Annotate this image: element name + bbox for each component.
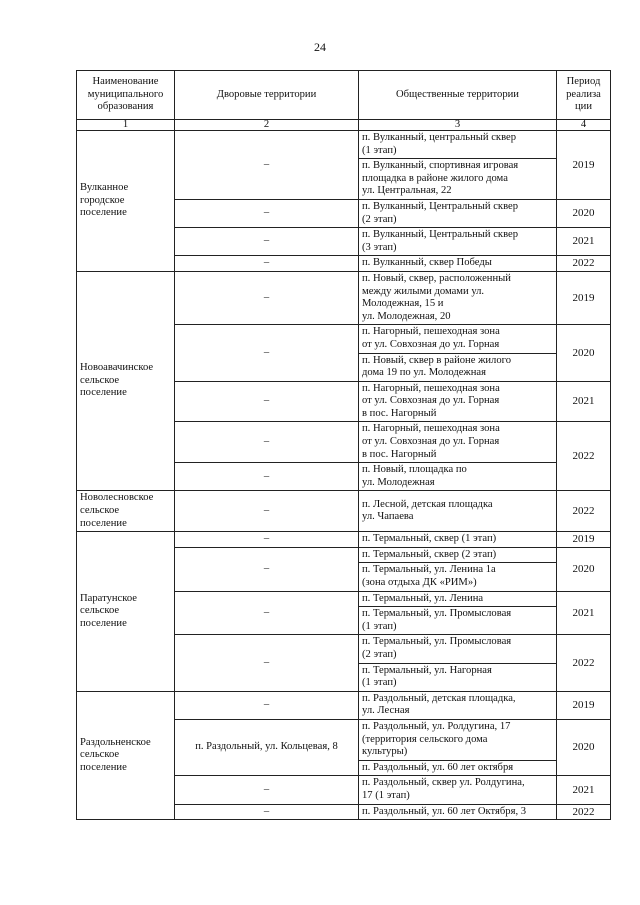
header-public-territories: Общественные территории [359, 71, 557, 120]
public-territory: п. Раздольный, ул. 60 лет октября [359, 760, 557, 776]
public-territory: п. Вулканный, сквер Победы [359, 256, 557, 272]
municipality-name: Новолесновское сельское поселение [77, 491, 175, 532]
yard-territory: – [175, 635, 359, 691]
implementation-year: 2022 [557, 256, 611, 272]
implementation-year: 2021 [557, 381, 611, 422]
implementation-year: 2020 [557, 199, 611, 227]
header-yard-territories: Дворовые территории [175, 71, 359, 120]
public-territory: п. Лесной, детская площадка ул. Чапаева [359, 491, 557, 532]
header-municipality: Наименование муниципального образования [77, 71, 175, 120]
public-territory: п. Раздольный, детская площадка, ул. Лесная [359, 691, 557, 719]
implementation-year: 2022 [557, 422, 611, 491]
public-territory: п. Термальный, ул. Ленина 1а (зона отдыха ДК «РИМ») [359, 563, 557, 591]
public-territory: п. Раздольный, ул. 60 лет Октября, 3 [359, 804, 557, 820]
header-period: Период реализа ции [557, 71, 611, 120]
public-territory: п. Вулканный, спортивная игровая площадка в районе жилого дома ул. Центральная, 22 [359, 159, 557, 200]
public-territory: п. Термальный, сквер (2 этап) [359, 547, 557, 563]
implementation-year: 2019 [557, 131, 611, 200]
territories-table [76, 70, 611, 820]
public-territory: п. Вулканный, Центральный сквер (2 этап) [359, 199, 557, 227]
implementation-year: 2022 [557, 635, 611, 691]
public-territory: п. Новый, площадка по ул. Молодежная [359, 463, 557, 491]
table-header-row [77, 71, 611, 120]
yard-territory: – [175, 271, 359, 324]
municipality-name: Вулканное городское поселение [77, 131, 175, 272]
implementation-year: 2021 [557, 228, 611, 256]
implementation-year: 2020 [557, 325, 611, 381]
yard-territory: – [175, 381, 359, 422]
column-number: 1 [77, 120, 175, 131]
implementation-year: 2022 [557, 804, 611, 820]
table-row [77, 491, 611, 532]
public-territory: п. Новый, сквер в районе жилого дома 19 по ул. Молодежная [359, 353, 557, 381]
column-number: 2 [175, 120, 359, 131]
yard-territory: – [175, 325, 359, 381]
yard-territory: – [175, 547, 359, 591]
public-territory: п. Термальный, ул. Нагорная (1 этап) [359, 663, 557, 691]
public-territory: п. Вулканный, Центральный сквер (3 этап) [359, 228, 557, 256]
implementation-year: 2020 [557, 719, 611, 775]
page-number: 24 [314, 40, 326, 54]
yard-territory: – [175, 199, 359, 227]
yard-territory: – [175, 804, 359, 820]
table-row [77, 532, 611, 548]
public-territory: п. Вулканный, центральный сквер (1 этап) [359, 131, 557, 159]
yard-territory: – [175, 776, 359, 804]
implementation-year: 2020 [557, 547, 611, 591]
public-territory: п. Нагорный, пешеходная зона от ул. Совхозная до ул. Горная в пос. Нагорный [359, 381, 557, 422]
table-row [77, 271, 611, 324]
public-territory: п. Термальный, сквер (1 этап) [359, 532, 557, 548]
yard-territory: – [175, 491, 359, 532]
public-territory: п. Раздольный, ул. Ролдугина, 17 (территория сельского дома культуры) [359, 719, 557, 760]
yard-territory: – [175, 131, 359, 200]
municipality-name: Раздольненское сельское поселение [77, 691, 175, 819]
table-row [77, 131, 611, 159]
implementation-year: 2021 [557, 591, 611, 635]
implementation-year: 2022 [557, 491, 611, 532]
column-number-row [77, 120, 611, 131]
yard-territory: – [175, 228, 359, 256]
yard-territory: п. Раздольный, ул. Кольцевая, 8 [175, 719, 359, 775]
yard-territory: – [175, 463, 359, 491]
yard-territory: – [175, 256, 359, 272]
public-territory: п. Новый, сквер, расположенный между жилыми домами ул. Молодежная, 15 и ул. Молодежная, 20 [359, 271, 557, 324]
public-territory: п. Термальный, ул. Ленина [359, 591, 557, 607]
yard-territory: – [175, 591, 359, 635]
public-territory: п. Раздольный, сквер ул. Ролдугина, 17 (1 этап) [359, 776, 557, 804]
column-number: 3 [359, 120, 557, 131]
public-territory: п. Нагорный, пешеходная зона от ул. Совхозная до ул. Горная в пос. Нагорный [359, 422, 557, 463]
public-territory: п. Нагорный, пешеходная зона от ул. Совхозная до ул. Горная [359, 325, 557, 353]
yard-territory: – [175, 422, 359, 463]
implementation-year: 2021 [557, 776, 611, 804]
municipality-name: Новоавачинское сельское поселение [77, 271, 175, 491]
municipality-name: Паратунское сельское поселение [77, 532, 175, 692]
yard-territory: – [175, 532, 359, 548]
yard-territory: – [175, 691, 359, 719]
implementation-year: 2019 [557, 691, 611, 719]
implementation-year: 2019 [557, 532, 611, 548]
public-territory: п. Термальный, ул. Промысловая (2 этап) [359, 635, 557, 663]
table-row [77, 691, 611, 719]
implementation-year: 2019 [557, 271, 611, 324]
column-number: 4 [557, 120, 611, 131]
public-territory: п. Термальный, ул. Промысловая (1 этап) [359, 607, 557, 635]
